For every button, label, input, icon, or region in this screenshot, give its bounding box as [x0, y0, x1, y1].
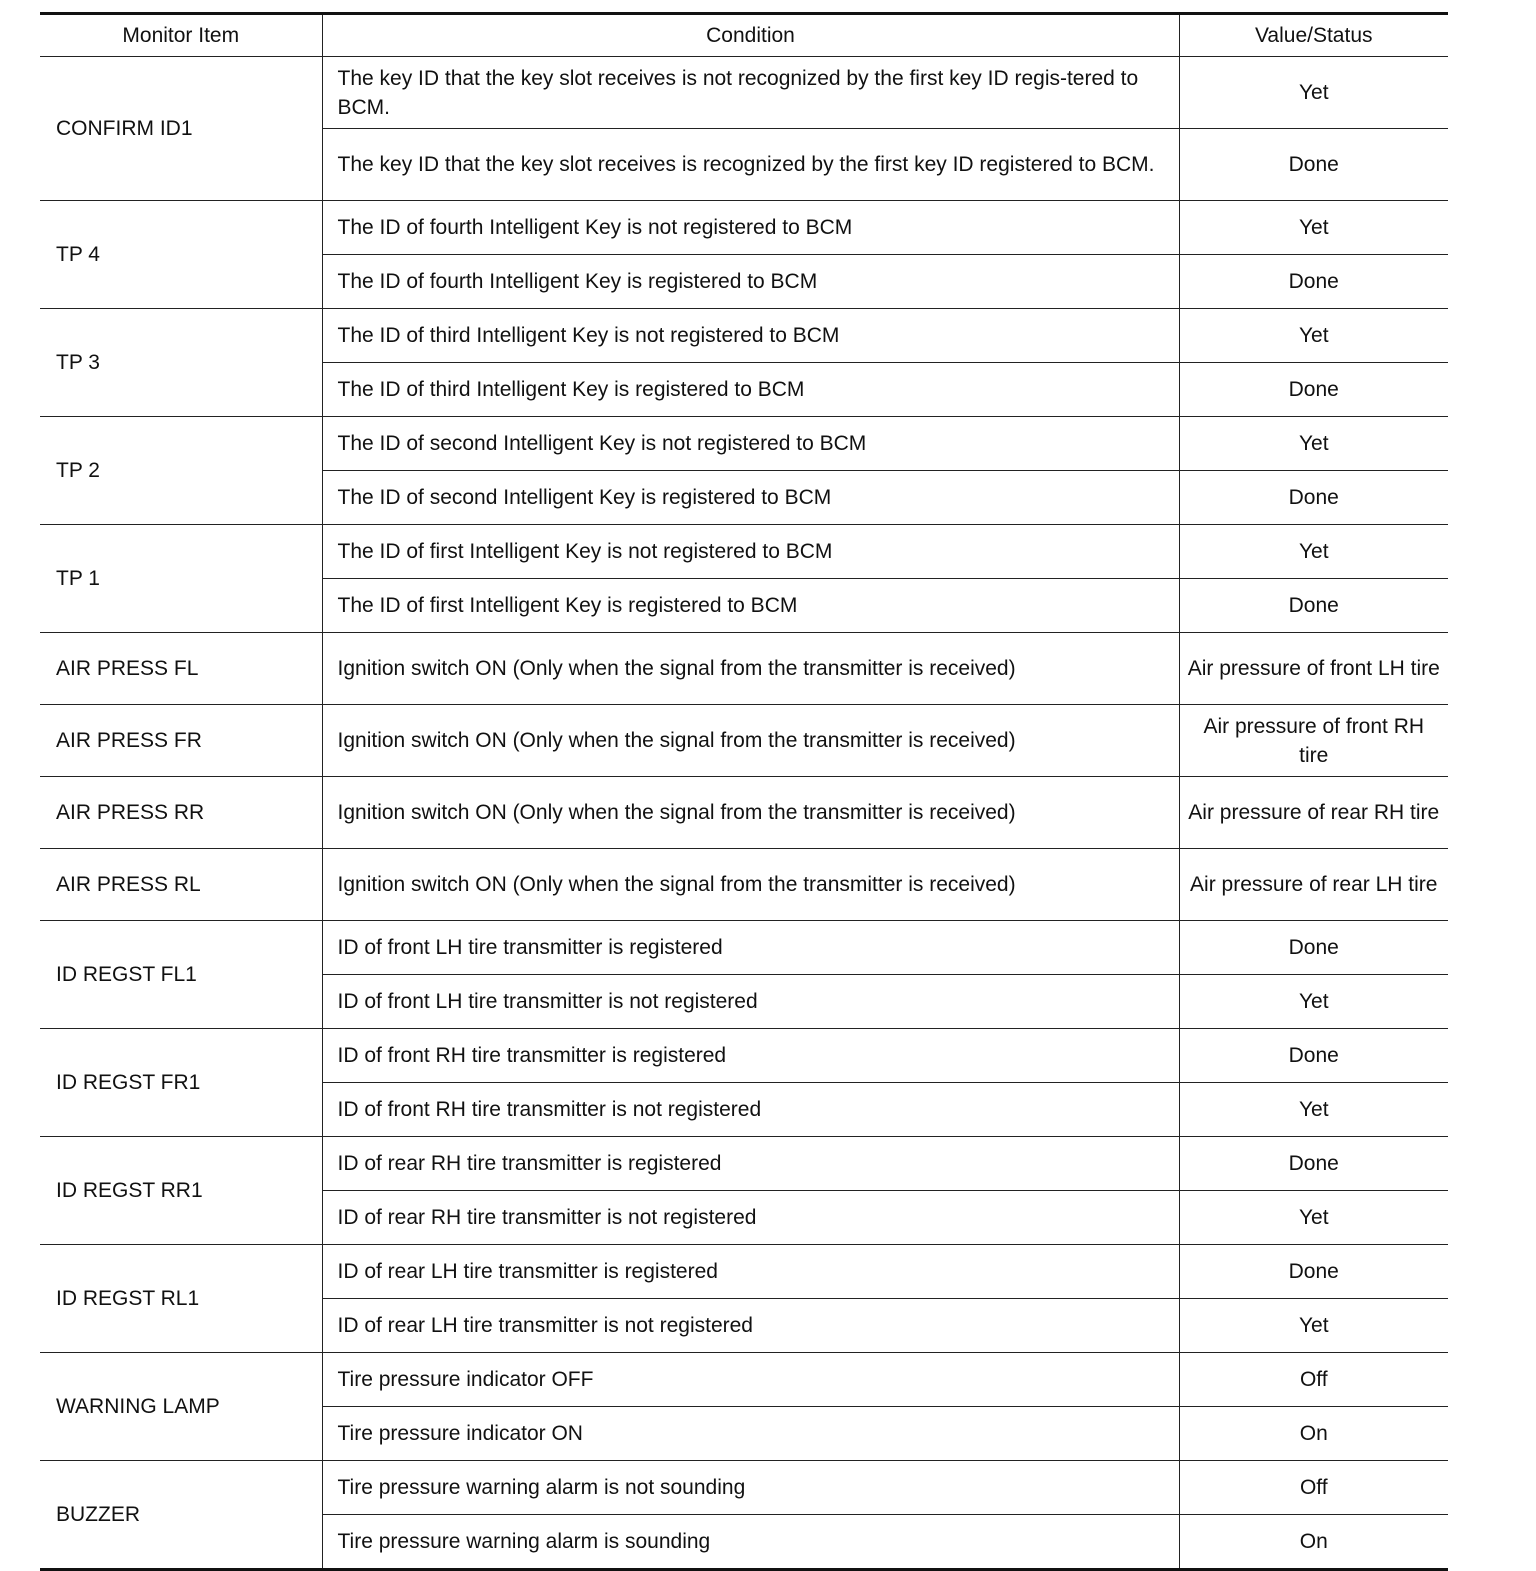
value-status-cell: Done — [1179, 921, 1448, 975]
value-status-cell: Done — [1179, 579, 1448, 633]
value-status-cell: Done — [1179, 1245, 1448, 1299]
value-status-cell: Off — [1179, 1353, 1448, 1407]
table-row — [40, 1137, 1448, 1191]
monitor-item-cell: AIR PRESS RR — [40, 777, 322, 849]
table-row — [40, 525, 1448, 579]
value-status-cell: On — [1179, 1515, 1448, 1570]
condition-cell: ID of rear RH tire transmitter is not registered — [322, 1191, 1179, 1245]
table-row — [40, 417, 1448, 471]
condition-cell: The ID of second Intelligent Key is not registered to BCM — [322, 417, 1179, 471]
condition-cell: ID of front RH tire transmitter is not registered — [322, 1083, 1179, 1137]
value-status-cell: Yet — [1179, 201, 1448, 255]
table-row — [40, 849, 1448, 921]
table-row — [40, 201, 1448, 255]
monitor-item-cell: AIR PRESS FL — [40, 633, 322, 705]
table-row — [40, 705, 1448, 777]
value-status-cell: Yet — [1179, 1083, 1448, 1137]
table-body — [40, 57, 1448, 1570]
condition-cell: Tire pressure indicator ON — [322, 1407, 1179, 1461]
monitor-item-cell: AIR PRESS RL — [40, 849, 322, 921]
value-status-cell: Air pressure of front LH tire — [1179, 633, 1448, 705]
value-status-cell: Yet — [1179, 417, 1448, 471]
value-status-cell: Yet — [1179, 975, 1448, 1029]
condition-cell: ID of front RH tire transmitter is registered — [322, 1029, 1179, 1083]
value-status-cell: Off — [1179, 1461, 1448, 1515]
condition-cell: Tire pressure warning alarm is sounding — [322, 1515, 1179, 1570]
value-status-cell: Yet — [1179, 1299, 1448, 1353]
condition-cell: The ID of second Intelligent Key is registered to BCM — [322, 471, 1179, 525]
condition-cell: ID of front LH tire transmitter is not registered — [322, 975, 1179, 1029]
value-status-cell: Yet — [1179, 525, 1448, 579]
condition-cell: The ID of third Intelligent Key is not registered to BCM — [322, 309, 1179, 363]
value-status-cell: Done — [1179, 471, 1448, 525]
table-row — [40, 1245, 1448, 1299]
condition-cell: The ID of first Intelligent Key is registered to BCM — [322, 579, 1179, 633]
header-monitor-item: Monitor Item — [40, 14, 322, 57]
condition-cell: The ID of third Intelligent Key is registered to BCM — [322, 363, 1179, 417]
table-row — [40, 1029, 1448, 1083]
value-status-cell: Done — [1179, 255, 1448, 309]
value-status-cell: Done — [1179, 1029, 1448, 1083]
header-value-status: Value/Status — [1179, 14, 1448, 57]
value-status-cell: Air pressure of rear LH tire — [1179, 849, 1448, 921]
table-row — [40, 777, 1448, 849]
value-status-cell: Done — [1179, 129, 1448, 201]
condition-cell: The ID of fourth Intelligent Key is registered to BCM — [322, 255, 1179, 309]
monitor-item-cell: TP 3 — [40, 309, 322, 417]
condition-cell: Tire pressure indicator OFF — [322, 1353, 1179, 1407]
table-header — [40, 14, 1448, 57]
header-row — [40, 14, 1448, 57]
condition-cell: Ignition switch ON (Only when the signal from the transmitter is received) — [322, 705, 1179, 777]
monitor-item-cell: BUZZER — [40, 1461, 322, 1570]
table-row — [40, 1353, 1448, 1407]
value-status-cell: Done — [1179, 363, 1448, 417]
condition-cell: ID of front LH tire transmitter is registered — [322, 921, 1179, 975]
condition-cell: The ID of first Intelligent Key is not registered to BCM — [322, 525, 1179, 579]
monitor-item-cell: WARNING LAMP — [40, 1353, 322, 1461]
condition-cell: The ID of fourth Intelligent Key is not registered to BCM — [322, 201, 1179, 255]
table-row — [40, 633, 1448, 705]
value-status-cell: Air pressure of front RH tire — [1179, 705, 1448, 777]
monitor-item-cell: ID REGST FR1 — [40, 1029, 322, 1137]
condition-cell: The key ID that the key slot receives is recognized by the first key ID registered to BCM. — [322, 129, 1179, 201]
monitor-item-cell: AIR PRESS FR — [40, 705, 322, 777]
monitor-item-table — [40, 12, 1448, 1571]
monitor-item-cell: TP 2 — [40, 417, 322, 525]
value-status-cell: Yet — [1179, 57, 1448, 129]
value-status-cell: On — [1179, 1407, 1448, 1461]
condition-cell: ID of rear RH tire transmitter is registered — [322, 1137, 1179, 1191]
condition-cell: The key ID that the key slot receives is not recognized by the first key ID regis-tered to BCM. — [322, 57, 1179, 129]
table-row — [40, 1461, 1448, 1515]
monitor-item-cell: ID REGST FL1 — [40, 921, 322, 1029]
condition-cell: Tire pressure warning alarm is not sounding — [322, 1461, 1179, 1515]
monitor-item-cell: TP 1 — [40, 525, 322, 633]
monitor-item-cell: ID REGST RL1 — [40, 1245, 322, 1353]
header-condition: Condition — [322, 14, 1179, 57]
condition-cell: ID of rear LH tire transmitter is registered — [322, 1245, 1179, 1299]
value-status-cell: Yet — [1179, 309, 1448, 363]
value-status-cell: Air pressure of rear RH tire — [1179, 777, 1448, 849]
condition-cell: Ignition switch ON (Only when the signal from the transmitter is received) — [322, 777, 1179, 849]
condition-cell: ID of rear LH tire transmitter is not registered — [322, 1299, 1179, 1353]
condition-cell: Ignition switch ON (Only when the signal from the transmitter is received) — [322, 849, 1179, 921]
table-row — [40, 921, 1448, 975]
value-status-cell: Yet — [1179, 1191, 1448, 1245]
monitor-item-cell: CONFIRM ID1 — [40, 57, 322, 201]
monitor-item-cell: ID REGST RR1 — [40, 1137, 322, 1245]
monitor-item-cell: TP 4 — [40, 201, 322, 309]
condition-cell: Ignition switch ON (Only when the signal from the transmitter is received) — [322, 633, 1179, 705]
table-row — [40, 309, 1448, 363]
value-status-cell: Done — [1179, 1137, 1448, 1191]
table-row — [40, 57, 1448, 129]
